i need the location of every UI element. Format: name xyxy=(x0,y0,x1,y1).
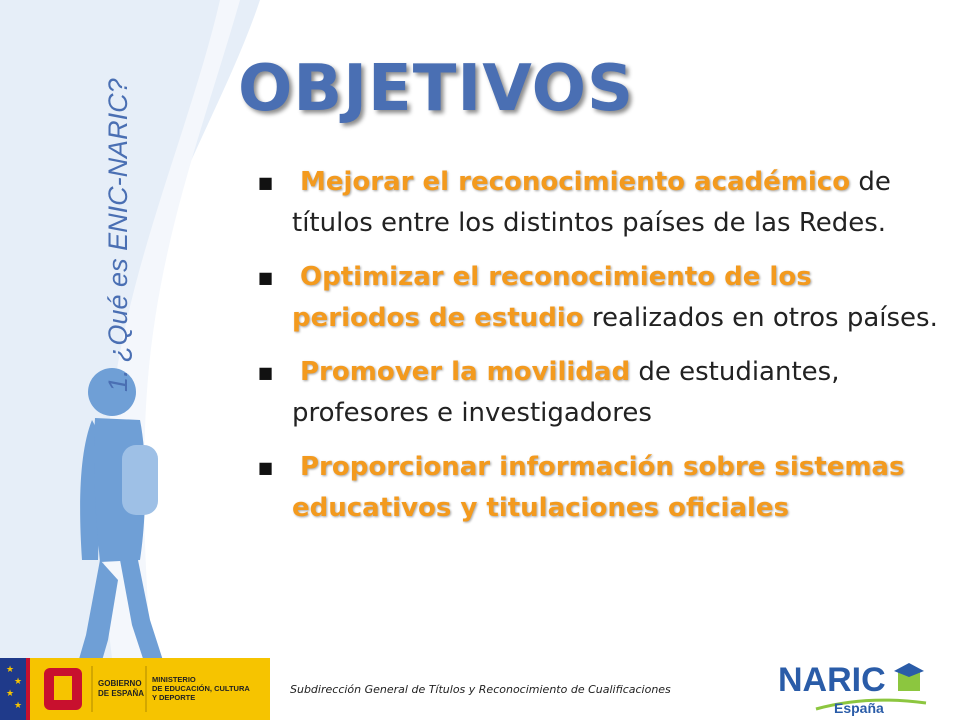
svg-text:★: ★ xyxy=(6,689,15,699)
bullet-highlight: Mejorar el reconocimiento académico xyxy=(300,167,851,197)
bullet-highlight: Proporcionar información sobre sistemas educativos y titulaciones oficiales xyxy=(292,452,905,523)
bullet-text: realizados en otros países. xyxy=(583,303,938,333)
svg-text:NARIC: NARIC xyxy=(778,661,886,699)
bullet-text: de estudiantes, profesores e investigadores xyxy=(292,357,840,428)
bullet-highlight: Promover la movilidad xyxy=(300,357,631,387)
svg-text:★: ★ xyxy=(14,701,23,711)
naric-logo xyxy=(776,655,946,717)
svg-text:GOBIERNO: GOBIERNO xyxy=(98,679,142,688)
svg-text:Y DEPORTE: Y DEPORTE xyxy=(152,693,196,702)
graduation-cap-icon xyxy=(894,663,924,691)
footer-institution: Subdirección General de Títulos y Reconocimiento de Cualificaciones xyxy=(290,683,671,696)
svg-text:España: España xyxy=(834,700,884,716)
bullet-text: de títulos entre los distintos países de las Redes. xyxy=(292,167,891,238)
list-item xyxy=(258,447,938,529)
svg-text:★: ★ xyxy=(6,665,15,675)
svg-text:DE EDUCACIÓN, CULTURA: DE EDUCACIÓN, CULTURA xyxy=(152,684,250,693)
coat-of-arms-icon xyxy=(44,668,82,710)
bullet-highlight: Optimizar el reconocimiento de los periodos de estudio xyxy=(292,262,812,333)
slide-title: OBJETIVOS xyxy=(238,52,635,126)
square-bullet-icon: ■ xyxy=(258,173,274,192)
list-item xyxy=(258,162,938,244)
list-item xyxy=(258,352,938,434)
svg-text:MINISTERIO: MINISTERIO xyxy=(152,675,196,684)
square-bullet-icon: ■ xyxy=(258,363,274,382)
square-bullet-icon: ■ xyxy=(258,268,274,287)
section-vertical-title-text: 1. ¿Qué es ENIC-NARIC? xyxy=(103,78,133,392)
list-item xyxy=(258,257,938,339)
objectives-list xyxy=(258,162,938,542)
svg-text:DE ESPAÑA: DE ESPAÑA xyxy=(98,689,145,698)
svg-text:★: ★ xyxy=(14,677,23,687)
section-vertical-title xyxy=(85,0,145,395)
government-logo xyxy=(0,658,270,720)
square-bullet-icon: ■ xyxy=(258,458,274,477)
